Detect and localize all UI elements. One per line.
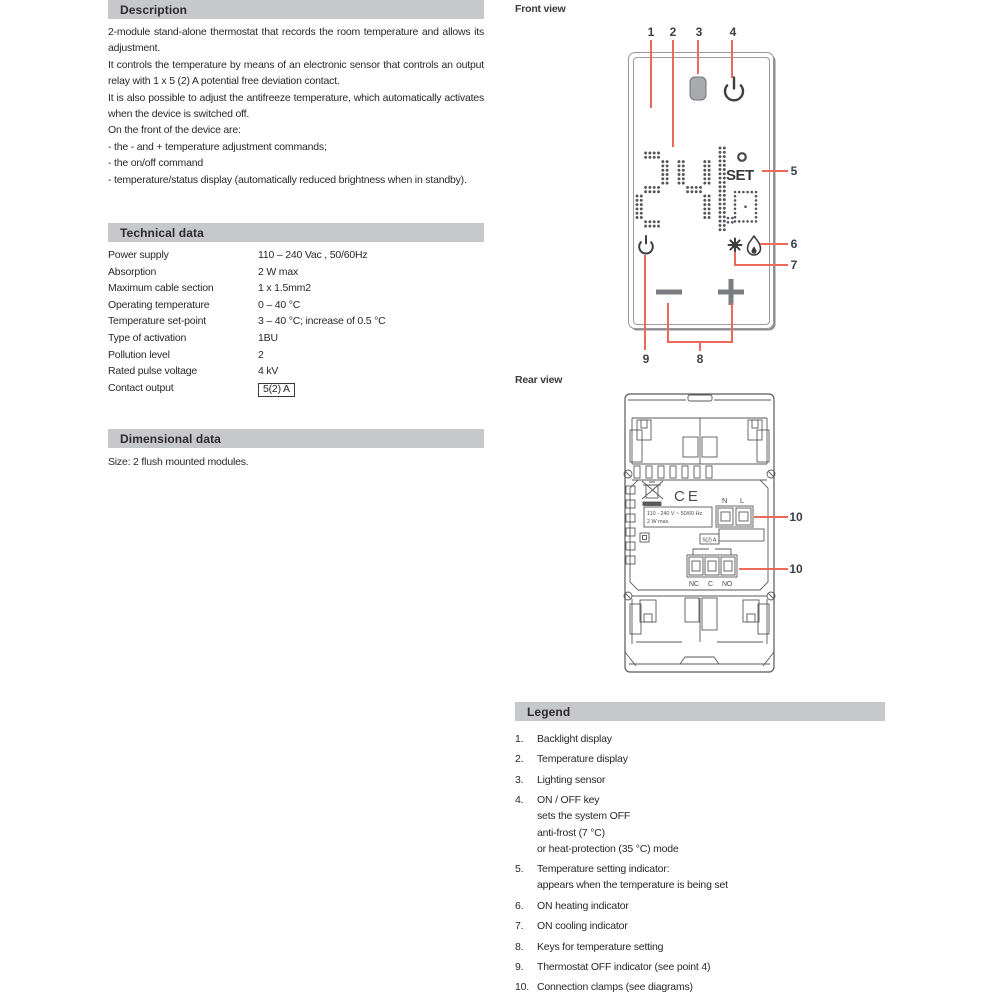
callout-line-1	[650, 40, 652, 108]
technical-row-value: 1 x 1.5mm2	[258, 282, 311, 295]
cooling-indicator-icon	[729, 239, 742, 252]
technical-row-label: Temperature set-point	[108, 315, 206, 328]
description-body	[108, 24, 484, 188]
legend-items	[515, 731, 885, 996]
legend-item-number: 1.	[515, 733, 524, 745]
callout-2: 2	[669, 25, 677, 39]
power-key-icon[interactable]	[725, 78, 743, 101]
set-indicator: SET	[726, 167, 754, 184]
legend-item-number: 10.	[515, 981, 529, 994]
description-title: Description	[120, 3, 188, 17]
technical-row	[108, 299, 484, 316]
callout-10-top: 10	[789, 510, 803, 524]
description-paragraph: - the on/off command	[108, 157, 204, 170]
callout-line-2	[672, 40, 674, 147]
legend-item-number: 3.	[515, 773, 524, 786]
technical-row	[108, 365, 484, 382]
legend-item-line: Temperature setting indicator:	[537, 863, 670, 876]
legend-item	[515, 731, 885, 747]
description-paragraph: - the - and + temperature adjustment commands;	[108, 140, 327, 153]
technical-row	[108, 382, 484, 399]
relay-rating-text: 5(2) A	[702, 537, 717, 544]
callout-line-8a	[667, 303, 669, 343]
legend-item-line: ON / OFF key	[537, 794, 600, 807]
technical-row-value: 110 – 240 Vac , 50/60Hz	[258, 249, 368, 261]
legend-item	[515, 939, 885, 955]
callout-line-7b	[734, 264, 788, 266]
legend-item	[515, 918, 885, 934]
terminal-label-l: L	[740, 496, 744, 505]
off-indicator-icon	[639, 236, 653, 253]
technical-row-label: Maximum cable section	[108, 282, 214, 295]
technical-row-label: Type of activation	[108, 331, 187, 344]
legend-item-line: appears when the temperature is being set	[537, 879, 728, 892]
legend-item-number: 6.	[515, 899, 524, 912]
legend-item	[515, 772, 885, 788]
lighting-sensor	[690, 77, 706, 100]
callout-line-6	[760, 243, 788, 245]
legend-section	[515, 702, 885, 1000]
ce-mark: CE	[674, 488, 701, 505]
legend-item-number: 8.	[515, 940, 524, 953]
legend-item-line: anti-frost (7 °C)	[537, 826, 605, 839]
callout-9: 9	[642, 352, 650, 366]
callout-line-9	[644, 255, 646, 350]
rating-line-2: 2 W max.	[647, 519, 670, 525]
technical-row-value: 2	[258, 348, 264, 361]
description-paragraph: - temperature/status display (automatically reduced brightness when in standby).	[108, 173, 467, 186]
heating-indicator-icon	[748, 236, 761, 255]
technical-row-value: 3 – 40 °C; increase of 0.5 °C	[258, 315, 386, 328]
callout-1: 1	[647, 25, 655, 39]
legend-item-number: 2.	[515, 753, 524, 766]
technical-row	[108, 249, 484, 266]
weee-icon	[642, 481, 663, 506]
dimensional-data-header	[108, 429, 484, 448]
description-header	[108, 0, 484, 19]
terminal-label-nc: NC	[689, 581, 699, 588]
callout-5: 5	[790, 164, 798, 178]
dimensional-data-title: Dimensional data	[120, 432, 221, 446]
legend-title: Legend	[527, 705, 571, 719]
legend-item-line: Keys for temperature setting	[537, 940, 664, 953]
technical-data-title: Technical data	[120, 226, 204, 240]
dimensional-text: Size: 2 flush mounted modules.	[108, 456, 249, 468]
legend-item	[515, 792, 885, 857]
description-paragraph: It controls the temperature by means of an electronic sensor that controls an output relay with 1 x 5 (2) A potential free deviation contact.	[108, 58, 484, 88]
legend-item-number: 4.	[515, 794, 524, 807]
technical-row-label: Absorption	[108, 265, 157, 278]
technical-data-header	[108, 223, 484, 242]
legend-item	[515, 979, 885, 995]
double-insulation-icon	[640, 533, 649, 542]
callout-line-10a	[754, 516, 788, 518]
legend-item-number: 5.	[515, 863, 524, 876]
callout-line-4	[731, 40, 733, 78]
technical-row-value: 5(2) A	[258, 383, 295, 397]
callout-line-10b	[739, 568, 788, 570]
supply-terminal-block	[716, 506, 753, 527]
technical-row	[108, 266, 484, 283]
description-paragraph: 2-module stand-alone thermostat that records the room temperature and allows its adjustment.	[108, 26, 484, 55]
technical-row	[108, 332, 484, 349]
terminal-label-c: C	[708, 581, 713, 588]
terminal-label-n: N	[722, 496, 728, 505]
legend-header	[515, 702, 885, 721]
callout-line-8b	[731, 303, 733, 343]
legend-item	[515, 861, 885, 893]
legend-item-line: sets the system OFF	[537, 810, 631, 823]
legend-item-line: ON cooling indicator	[537, 920, 628, 933]
description-paragraph: On the front of the device are:	[108, 124, 241, 137]
technical-row	[108, 282, 484, 299]
thermostat-rear-graphics	[616, 386, 784, 678]
technical-row-label: Pollution level	[108, 348, 170, 361]
technical-row	[108, 349, 484, 366]
legend-item	[515, 959, 885, 975]
relay-terminal-block	[687, 555, 737, 577]
callout-3: 3	[695, 25, 703, 39]
technical-row-value: 1BU	[258, 331, 278, 344]
callout-line-3	[697, 40, 699, 74]
technical-row	[108, 315, 484, 332]
legend-item-line: Connection clamps (see diagrams)	[537, 981, 693, 994]
legend-item-line: Thermostat OFF indicator (see point 4)	[537, 960, 711, 973]
technical-row-value: 4 kV	[258, 365, 279, 378]
legend-item	[515, 751, 885, 767]
technical-row-label: Power supply	[108, 249, 169, 261]
callout-line-8d	[699, 341, 701, 351]
rating-line-1: 110 - 240 V ~ 50/60 Hz	[647, 511, 703, 517]
legend-item-number: 9.	[515, 960, 524, 973]
legend-item	[515, 898, 885, 914]
left-column	[108, 0, 484, 1000]
callout-6: 6	[790, 237, 798, 251]
legend-item-line: or heat-protection (35 °C) mode	[537, 842, 679, 855]
description-paragraph: It is also possible to adjust the antifreeze temperature, which automatically activates when the device is switched off.	[108, 91, 484, 121]
technical-row-value: 0 – 40 °C	[258, 298, 301, 311]
technical-row-label: Rated pulse voltage	[108, 365, 198, 378]
plus-key[interactable]	[718, 279, 744, 305]
callout-line-5	[762, 170, 788, 172]
rear-view-label: Rear view	[515, 374, 563, 386]
legend-item-line: Lighting sensor	[537, 773, 606, 786]
technical-row-label: Operating temperature	[108, 298, 210, 311]
terminal-label-no: NO	[722, 581, 733, 588]
technical-table	[108, 249, 484, 398]
legend-item-line: ON heating indicator	[537, 899, 629, 912]
technical-row-label: Contact output	[108, 381, 174, 394]
technical-row-value: 2 W max	[258, 265, 299, 278]
legend-item-line: Temperature display	[537, 753, 628, 766]
front-view-label: Front view	[515, 3, 566, 15]
callout-4: 4	[729, 25, 737, 39]
callout-10-bottom: 10	[789, 562, 803, 576]
callout-7: 7	[790, 258, 798, 272]
legend-item-line: Backlight display	[537, 733, 612, 745]
degree-symbol-icon	[738, 153, 746, 161]
callout-8: 8	[696, 352, 704, 366]
legend-item-number: 7.	[515, 920, 524, 933]
